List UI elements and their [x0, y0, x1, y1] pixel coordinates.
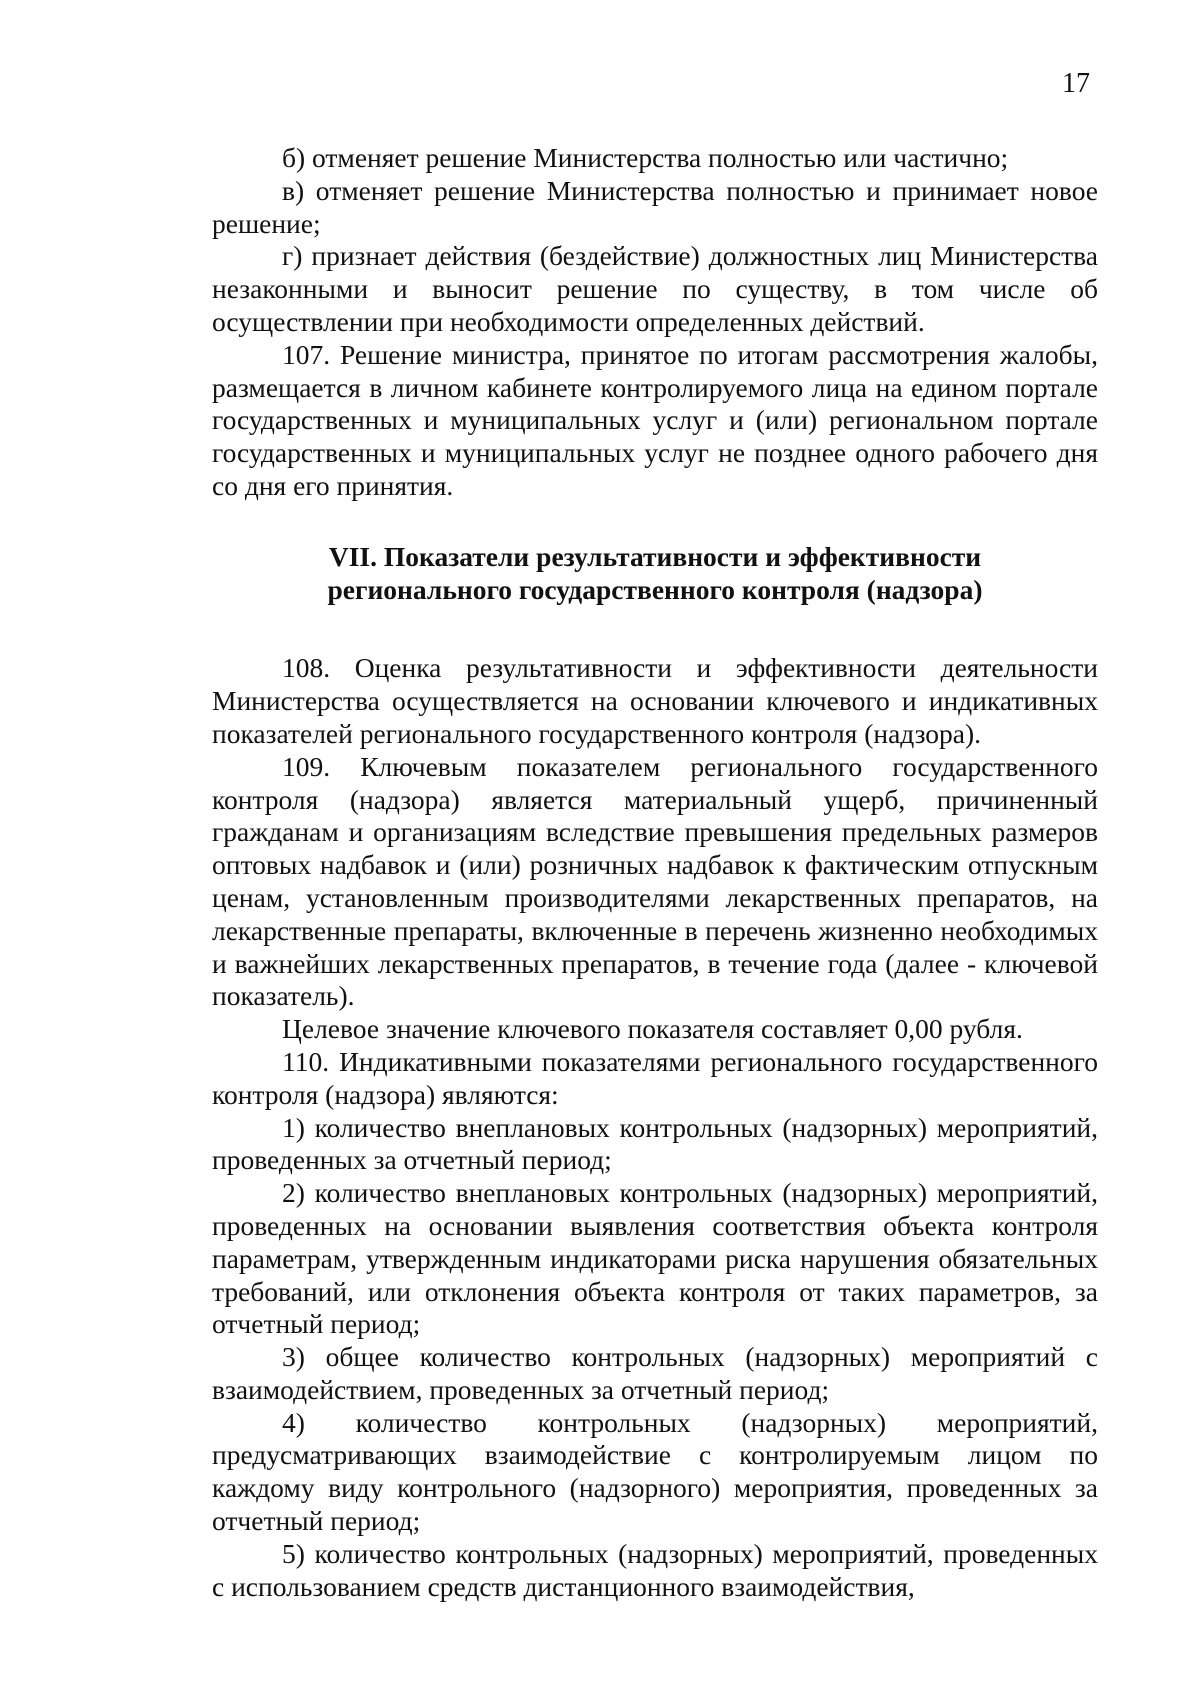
page-number: 17 — [1062, 68, 1090, 99]
list-item-2: 2) количество внеплановых контрольных (надзорных) мероприятий, проведенных на основании выявления соответствия объекта контроля параметрам, утвержденным индикаторами риска нарушения обязательных требований, или отклонения объекта контроля от таких параметров, за отчетный период; — [212, 1177, 1098, 1340]
section-heading — [212, 541, 1098, 607]
paragraph-110: 110. Индикативными показателями регионального государственного контроля (надзора) являются: — [212, 1045, 1098, 1110]
document-body — [212, 142, 1098, 1603]
paragraph-108: 108. Оценка результативности и эффективности деятельности Министерства осуществляется на основании ключевого и индикативных показателей регионального государственного контроля (надзора). — [212, 652, 1098, 749]
list-item-4: 4) количество контрольных (надзорных) мероприятий, предусматривающих взаимодействие с контролируемым лицом по каждому виду контрольного (надзорного) мероприятия, проведенных за отчетный период; — [212, 1406, 1098, 1537]
section-heading-line-1: VII. Показатели результативности и эффективности — [328, 540, 982, 572]
paragraph-item-g: г) признает действия (бездействие) должностных лиц Министерства незаконными и выносит решение по существу, в том числе об осуществлении при необходимости определенных действий. — [212, 240, 1098, 337]
paragraph-107: 107. Решение министра, принятое по итогам рассмотрения жалобы, размещается в личном кабинете контролируемого лица на едином портале государственных и муниципальных услуг и (или) региональном портале государственных и муниципальных услуг не позднее одного рабочего дня со дня его принятия. — [212, 338, 1098, 501]
list-item-5: 5) количество контрольных (надзорных) мероприятий, проведенных с использованием средств дистанционного взаимодействия, — [212, 1537, 1098, 1602]
list-item-3: 3) общее количество контрольных (надзорных) мероприятий с взаимодействием, проведенных за отчетный период; — [212, 1341, 1098, 1405]
paragraph-109: 109. Ключевым показателем регионального государственного контроля (надзора) является материальный ущерб, причиненный гражданам и организациям вследствие превышения предельных размеров оптовых надбавок и (или) розничных надбавок к фактическим отпускным ценам, установленным производителями лекарственных препаратов, на лекарственные препараты, включенные в перечень жизненно необходимых и важнейших лекарственных препаратов, в течение года (далее - ключевой показатель). — [212, 750, 1098, 1012]
paragraph-item-b: б) отменяет решение Министерства полностью или частично; — [282, 142, 1009, 173]
section-heading-line-2: регионального государственного контроля (надзора) — [327, 573, 983, 605]
paragraph-target-value: Целевое значение ключевого показателя составляет 0,00 рубля. — [282, 1013, 1023, 1045]
paragraph-item-v: в) отменяет решение Министерства полностью и принимает новое решение; — [212, 174, 1098, 239]
list-item-1: 1) количество внеплановых контрольных (надзорных) мероприятий, проведенных за отчетный период; — [212, 1111, 1098, 1176]
